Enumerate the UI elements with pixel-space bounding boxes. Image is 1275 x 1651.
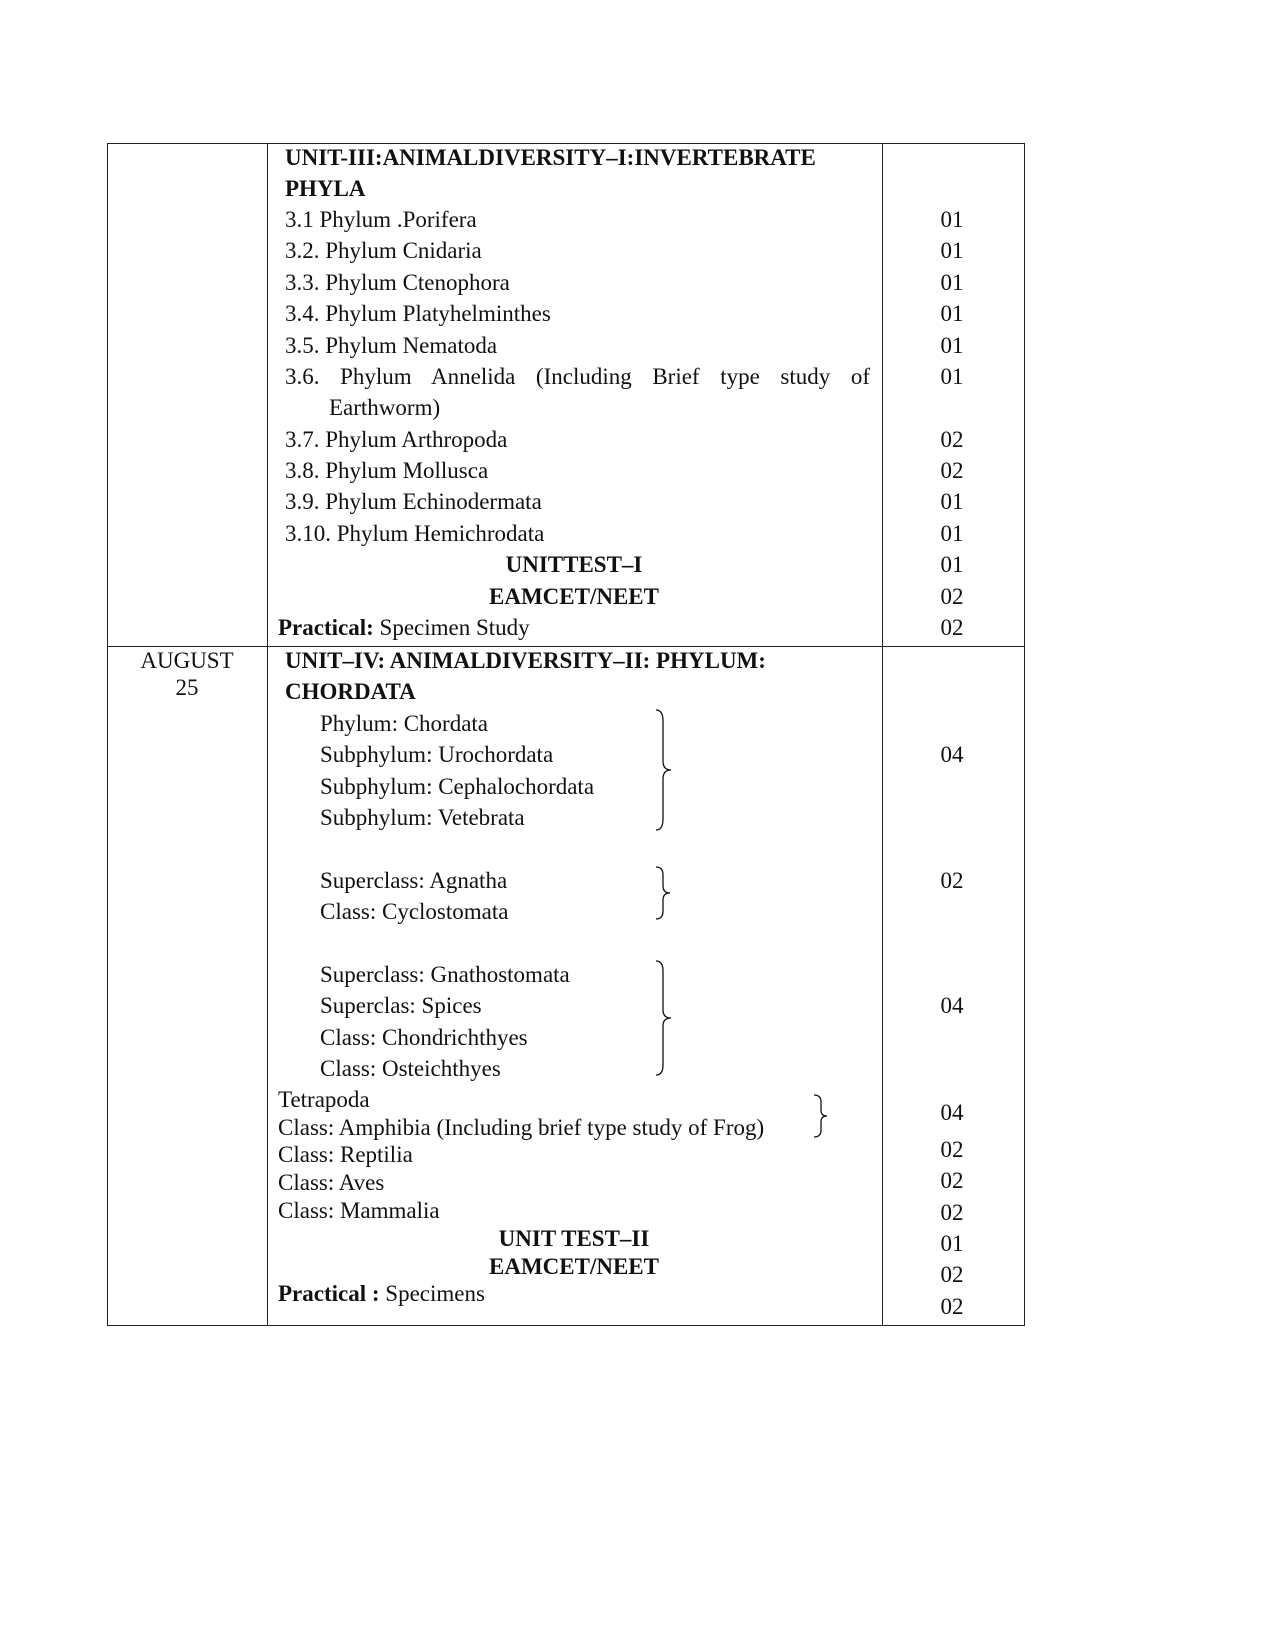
group1-item: Phylum: Chordata [320,711,489,736]
group1-item: Subphylum: Cephalochordata [320,774,595,799]
practical-text: Specimen Study [373,615,530,640]
unit3-item: 3.4. Phylum Platyhelminthes [285,301,551,326]
tetrapoda-periods: 04 [940,1100,964,1125]
unit4-unit-test-periods: 01 [940,1231,964,1256]
unit3-item-periods: 02 [940,427,964,452]
unit3-practical [278,615,530,641]
group3-item: Superclass: Gnathostomata [320,962,570,987]
unit3-unit-test: UNITTEST–I [505,552,643,577]
practical-text: Specimens [379,1281,485,1306]
table-border-bottom [107,1325,1025,1326]
unit3-unit-test-periods: 01 [940,552,964,577]
group2-periods: 02 [940,868,964,893]
unit4-practical [278,1281,485,1307]
unit3-practical-periods: 02 [940,615,964,640]
table-border-right [1024,143,1025,1326]
table-column-divider-1 [267,143,268,1326]
group2-item: Superclass: Agnatha [320,868,508,893]
month-label: AUGUST [140,648,234,673]
tetrapoda-heading: Tetrapoda [278,1087,370,1112]
group3-periods: 04 [940,993,964,1018]
group3-item: Class: Chondrichthyes [320,1025,528,1050]
unit4-practical-periods: 02 [940,1294,964,1319]
unit3-item-periods: 01 [940,238,964,263]
unit3-exam-periods: 02 [940,584,964,609]
group3-item: Class: Osteichthyes [320,1056,501,1081]
unit3-item: 3.8. Phylum Mollusca [285,458,489,483]
table-border-middle [107,646,1025,647]
right-brace-icon [654,960,674,1076]
right-brace-icon [654,866,674,920]
unit3-title: UNIT-III:ANIMALDIVERSITY–I:INVERTEBRATE [285,145,816,170]
unit4-title: UNIT–IV: ANIMALDIVERSITY–II: PHYLUM: [285,648,766,673]
unit3-item-periods: 01 [940,301,964,326]
group1-periods: 04 [940,742,964,767]
class-item-periods: 02 [940,1168,964,1193]
practical-label: Practical : [278,1281,380,1306]
unit3-item-periods: 01 [940,333,964,358]
table-border-left [107,143,108,1326]
right-brace-icon [812,1094,832,1138]
table-border-top [107,143,1025,144]
unit3-item: 3.9. Phylum Echinodermata [285,489,542,514]
unit3-item-cont: Earthworm) [329,395,441,420]
class-item-periods: 02 [940,1137,964,1162]
group3-item: Superclas: Spices [320,993,482,1018]
class-item-periods: 02 [940,1200,964,1225]
class-item: Class: Mammalia [278,1198,440,1223]
group1-item: Subphylum: Vetebrata [320,805,525,830]
month-count: 25 [175,675,199,700]
unit3-item-periods: 01 [940,270,964,295]
unit3-title-cont: PHYLA [285,176,366,201]
right-brace-icon [654,709,674,831]
class-item: Class: Aves [278,1170,385,1195]
group1-item: Subphylum: Urochordata [320,742,554,767]
unit3-item: 3.1 Phylum .Porifera [285,207,477,232]
unit4-exam-periods: 02 [940,1262,964,1287]
unit3-item-periods: 01 [940,207,964,232]
class-item: Class: Reptilia [278,1142,413,1167]
unit3-item: 3.5. Phylum Nematoda [285,333,498,358]
unit3-exam: EAMCET/NEET [489,584,659,609]
unit3-item: 3.7. Phylum Arthropoda [285,427,508,452]
unit3-item: 3.10. Phylum Hemichrodata [285,521,545,546]
unit3-item-periods: 02 [940,458,964,483]
unit3-item-periods: 01 [940,521,964,546]
unit4-exam: EAMCET/NEET [489,1254,659,1279]
unit3-item: 3.2. Phylum Cnidaria [285,238,482,263]
practical-label: Practical: [278,615,374,640]
tetrapoda-item: Class: Amphibia (Including brief type study of Frog) [278,1115,765,1140]
table-column-divider-2 [882,143,883,1326]
unit3-item-periods: 01 [940,364,964,389]
unit4-title-cont: CHORDATA [285,679,416,704]
group2-item: Class: Cyclostomata [320,899,509,924]
unit3-item: 3.3. Phylum Ctenophora [285,270,510,295]
unit4-unit-test: UNIT TEST–II [498,1226,650,1251]
unit3-item-periods: 01 [940,489,964,514]
unit3-item: 3.6. Phylum Annelida (Including Brief type study of [285,364,870,389]
